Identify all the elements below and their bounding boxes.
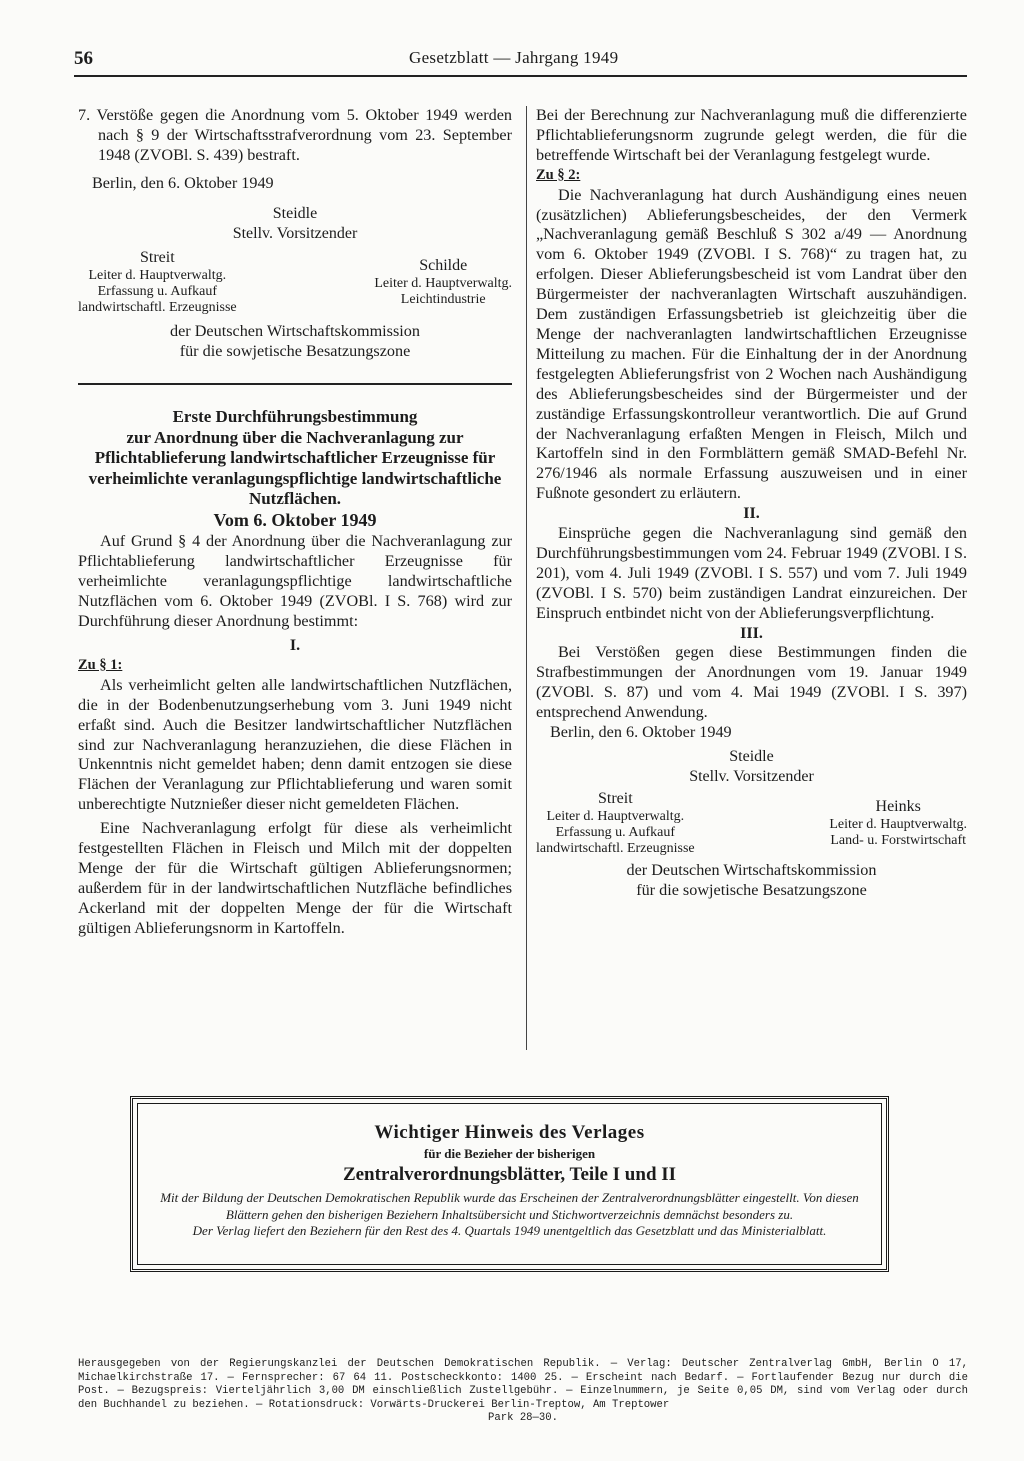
signatory-line: Leichtindustrie	[400, 291, 486, 307]
notice-title: Wichtiger Hinweis des Verlages	[374, 1122, 645, 1143]
subsection-heading: Zu § 1:	[78, 656, 123, 673]
imprint-text-end: Park 28—30.	[488, 1412, 558, 1425]
signatory-name: Heinks	[875, 798, 921, 815]
signatory-line: Leiter d. Hauptverwaltg.	[88, 267, 227, 283]
page-number: 56	[74, 48, 93, 69]
signatory-line: landwirtschaftl. Erzeugnisse	[536, 841, 695, 856]
publisher-notice-box	[130, 1096, 889, 1272]
signatory-line: Leiter d. Hauptverwaltg.	[546, 809, 685, 824]
paragraph: Die Nachveranlagung hat durch Aushändigung eines neuen (zusätzlichen) Ablieferungsbescheides, der den Vermerk „Nachveranlagung gemäß Beschluß S 302 a/49 — Anordnung vom 6. Oktober 1949 (ZVOBl. I S. 768)“ zu tragen hat, zu erfolgen. Dieser Ablieferungsbescheid ist vom Landrat über den Bürgermeister der nachveranlagten Wirtschaft auszuhändigen. Dem zuständigen Erfassungsbetrieb ist gleichzeitig über die Menge der nachveranlagten landwirtschaftlichen Erzeugnisse Mitteilung zu machen. Für die Einhaltung der in der Anordnung festgelegten Ablieferungsfrist von 2 Wochen nach Aushändigung des Ablieferungsbescheides sind der Bürgermeister und der zuständige Erfassungskontrolleur verantwortlich. Die auf Grund der Nachveranlagung erfaßten Mengen in Fleisch, Milch und Kartoffeln sind in den Formblättern gemäß SMAD-Befehl Nr. 276/1946 als normale Erfassung auszuweisen und in einer Fußnote gesondert zu erläutern.	[536, 185, 967, 503]
column-divider	[526, 106, 527, 1050]
signature-left	[78, 248, 237, 316]
notice-subtitle: für die Bezieher der bisherigen	[423, 1146, 596, 1161]
organization-line: für die sowjetische Besatzungszone	[636, 880, 867, 899]
signatory-name: Steidle	[272, 204, 318, 222]
section-separator	[78, 383, 512, 385]
signatory-name: Steidle	[729, 748, 774, 765]
right-column	[536, 106, 967, 901]
roman-heading: II.	[743, 505, 760, 523]
signatory-name: Streit	[597, 790, 633, 807]
notice-text: Der Verlag liefert den Beziehern für den Rest des 4. Quartals 1949 unentgeltlich das Gesetzblatt und das Ministerialblatt.	[192, 1223, 827, 1238]
paragraph: Einsprüche gegen die Nachveranlagung sind gemäß den Durchführungsbestimmungen vom 24. Februar 1949 (ZVOBl. I S. 201), vom 4. Juli 1949 (ZVOBl. I S. 557) und vom 7. Juli 1949 (ZVOBl. I S. 570) beim zuständigen Landrat einzureichen. Der Einspruch entbindet nicht von der Ablieferungsverpflichtung.	[536, 524, 967, 622]
organization-line: für die sowjetische Besatzungszone	[179, 341, 411, 360]
signatory-line: landwirtschaftl. Erzeugnisse	[78, 299, 237, 315]
organization-line: der Deutschen Wirtschaftskommission	[170, 321, 420, 340]
signatory-line: Leiter d. Hauptverwaltg.	[374, 275, 512, 291]
signatory-line: Erfassung u. Aufkauf	[555, 825, 675, 840]
place-date: Berlin, den 6. Oktober 1949	[92, 173, 274, 192]
paragraph: Bei Verstößen gegen diese Bestimmungen finden die Strafbestimmungen der Anordnungen vom 19. Januar 1949 (ZVOBl. S. 87) und vom 4. Mai 1949 (ZVOBl. I S. 397) entsprechend Anwendung.	[536, 643, 967, 722]
section-title: Erste Durchführungsbestimmung	[172, 407, 418, 427]
subsection-heading: Zu § 2:	[536, 166, 581, 183]
signature-row	[78, 248, 512, 316]
notice-inner-border	[137, 1103, 882, 1265]
header-rule	[74, 75, 967, 77]
intro-paragraph: Auf Grund § 4 der Anordnung über die Nachveranlagung zur Pflichtablieferung landwirtschaftlicher Erzeugnisse für verheimlichte veranlagungspflichtige landwirtschaftliche Nutzflächen vom 6. Oktober 1949 (ZVOBl. I S. 768) wird zur Durchführung dieser Anordnung bestimmt:	[78, 532, 512, 631]
page-header	[74, 48, 967, 72]
imprint	[78, 1358, 968, 1426]
signatory-name: Schilde	[419, 256, 468, 274]
roman-heading: I.	[289, 636, 301, 654]
paragraph: Eine Nachveranlagung erfolgt für diese als verheimlicht festgestellten Flächen in Fleisch und Milch mit der doppelten Menge der für die Wirtschaft gültigen Ablieferungsnormen; außerdem für in der landwirtschaftlichen Nutzfläche befindliches Ackerland mit der doppelten Menge der für die Wirtschaft gültigen Ablieferungsnorm in Kartoffeln.	[78, 819, 512, 937]
signature-right	[374, 248, 512, 316]
organization-line: der Deutschen Wirtschaftskommission	[626, 861, 877, 879]
notice-title-2: Zentralverordnungsblätter, Teile I und II	[342, 1164, 677, 1185]
notice-text: Mit der Bildung der Deutschen Demokratischen Republik wurde das Erscheinen der Zentralverordnungsblätter eingestellt. Von diesen Blättern gehen den bisherigen Beziehern Inhaltsübersicht und Stichwortverzeichnis demnächst besonders zu.	[160, 1190, 859, 1222]
item-7: 7. Verstöße gegen die Anordnung vom 5. Oktober 1949 werden nach § 9 der Wirtschaftsstrafverordnung vom 23. September 1948 (ZVOBl. S. 439) bestraft.	[78, 106, 512, 164]
signature-left	[536, 789, 695, 857]
signatory-line: Leiter d. Hauptverwaltg.	[829, 817, 967, 832]
imprint-text: Herausgegeben von der Regierungskanzlei der Deutschen Demokratischen Republik. — Verlag: Deutscher Zentralverlag GmbH, Berlin O 17, Michaelkirchstraße 17. — Fernsprecher: 67 64 11. Postscheckkonto: 1400 25. — Erscheint nach Bedarf. — Fortlaufender Bezug nur durch die Post. — Bezugspreis: Vierteljährlich 3,00 DM einschließlich Zustellgebühr. — Einzelnummern, je Seite 0,05 DM, sind vom Verlag oder durch den Buchhandel zu beziehen. — Rotationsdruck: Vorwärts-Druckerei Berlin-Treptow, Am Treptower	[78, 1358, 968, 1411]
roman-heading: III.	[740, 624, 763, 642]
running-head: Gesetzblatt — Jahrgang 1949	[409, 48, 619, 67]
place-date: Berlin, den 6. Oktober 1949	[550, 723, 732, 742]
paragraph: Bei der Berechnung zur Nachveranlagung muß die differenzierte Pflichtablieferungsnorm zugrunde gelegt werden, die für die betreffende Wirtschaft bei der Veranlagung festgelegt wurde.	[536, 106, 967, 164]
paragraph: Als verheimlicht gelten alle landwirtschaftlichen Nutzflächen, die in der Bodenbenutzungserhebung vom 3. Juni 1949 nicht erfaßt sind. Auch die Besitzer landwirtschaftlicher Nutzflächen sind zur Nachveranlagung heranzuziehen, die diese Flächen in Unkenntnis nicht gemeldet haben; denn damit entzogen sie diese Flächen der Veranlagung zur Pflichtablieferung und waren somit unberechtigte Nutznießer dieser nicht gemeldeten Flächen.	[78, 675, 512, 814]
signatory-line: Erfassung u. Aufkauf	[97, 283, 217, 299]
signatory-line: Land- u. Forstwirtschaft	[830, 833, 967, 848]
section-title: zur Anordnung über die Nachveranlagung zur Pflichtablieferung landwirtschaftlicher Erzeugnisse für verheimlichte veranlagungspflichtige landwirtschaftliche Nutzflächen.	[88, 427, 502, 509]
signatory-name: Streit	[139, 248, 175, 266]
signature-row	[536, 789, 967, 857]
signatory-title: Stellv. Vorsitzender	[689, 768, 814, 785]
section-date: Vom 6. Oktober 1949	[213, 509, 377, 530]
signature-right	[829, 789, 967, 857]
signatory-title: Stellv. Vorsitzender	[232, 224, 358, 242]
left-column	[78, 106, 512, 939]
